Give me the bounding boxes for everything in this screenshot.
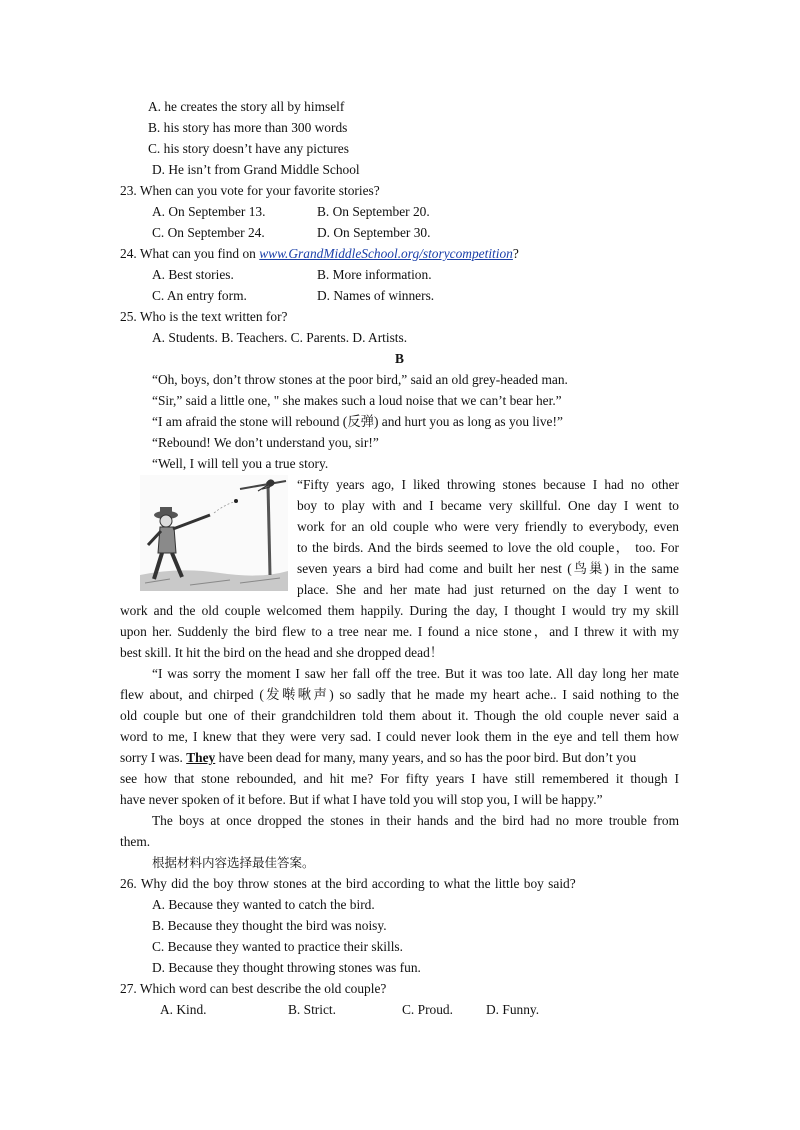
q26-question: 26. Why did the boy throw stones at the bird according to what the little boy said? [120, 876, 576, 891]
story-paragraph-line: work and the old couple welcomed them happily. During the day, I thought I would try my skill [120, 603, 679, 618]
story-paragraph-line: them. [120, 834, 151, 849]
q27-option-b: B. Strict. [288, 1002, 336, 1017]
competition-website-link[interactable]: www.GrandMiddleSchool.org/storycompetition [259, 246, 513, 261]
story-paragraph-line: boy to play with and I became very skillful. One day I went to [297, 498, 679, 513]
q24-option-c: C. An entry form. [152, 288, 247, 303]
q23-option-b: B. On September 20. [317, 204, 430, 219]
q24-option-d: D. Names of winners. [317, 288, 435, 303]
story-paragraph-line: place. She and her mate had just returned on the day I went to [297, 582, 679, 597]
dialogue-line: “Rebound! We don’t understand you, sir!” [152, 435, 379, 450]
q24-question-suffix: ? [512, 246, 519, 261]
q22-option-a: A. he creates the story all by himself [148, 99, 345, 114]
story-paragraph-line [120, 749, 636, 767]
story-paragraph-line: The boys at once dropped the stones in their hands and the bird had no more trouble from [152, 813, 679, 828]
dialogue-line: “I am afraid the stone will rebound (反弹) and hurt you as long as you live!” [152, 414, 563, 429]
story-paragraph-line: word to me, I knew that they were very sad. I could never look them in the eye and tell them how [120, 729, 679, 744]
boy-throwing-stone-illustration [140, 475, 288, 591]
q26-option-d: D. Because they thought throwing stones was fun. [152, 960, 421, 975]
story-paragraph-line: to the birds. And the birds seemed to love the old couple， too. For [297, 540, 679, 555]
q22-option-b: B. his story has more than 300 words [148, 120, 348, 135]
story-paragraph-line: see how that stone rebounded, and hit me? For fifty years I have still remembered it though I [120, 771, 679, 786]
q27-option-c: C. Proud. [402, 1002, 453, 1017]
q24-question [120, 245, 519, 263]
q22-option-c: C. his story doesn’t have any pictures [148, 141, 349, 156]
q27-question: 27. Which word can best describe the old couple? [120, 981, 387, 996]
story-paragraph-line: “Fifty years ago, I liked throwing stones because I had no other [297, 477, 679, 492]
story-paragraph-line: work for an old couple who were very friendly to everybody, even [297, 519, 679, 534]
story-paragraph-line: flew about, and chirped (发啭啾声) so sadly that he made my heart ache.. I said nothing to the [120, 687, 679, 702]
q24-option-a: A. Best stories. [152, 267, 234, 282]
q25-options: A. Students. B. Teachers. C. Parents. D. Artists. [152, 330, 408, 345]
q26-option-b: B. Because they thought the bird was noisy. [152, 918, 387, 933]
q23-option-a: A. On September 13. [152, 204, 266, 219]
q24-option-b: B. More information. [317, 267, 432, 282]
dialogue-line: “Oh, boys, don’t throw stones at the poor bird,” said an old grey-headed man. [152, 372, 568, 387]
q27-option-d: D. Funny. [486, 1002, 540, 1017]
q23-question: 23. When can you vote for your favorite stories? [120, 183, 380, 198]
q26-option-c: C. Because they wanted to practice their skills. [152, 939, 403, 954]
dialogue-line: “Well, I will tell you a true story. [152, 456, 329, 471]
q27-option-a: A. Kind. [160, 1002, 207, 1017]
story-text: sorry I was. [120, 750, 187, 765]
story-paragraph-line: old couple but one of their grandchildren told them about it. Though the old couple never said a [120, 708, 679, 723]
dialogue-line: “Sir,” said a little one, " she makes such a loud noise that we can’t bear her.” [152, 393, 562, 408]
story-paragraph-line: upon her. Suddenly the bird flew to a tree near me. I found a nice stone，and I threw it with my [120, 624, 679, 639]
q26-option-a: A. Because they wanted to catch the bird. [152, 897, 375, 912]
story-paragraph-line: best skill. It hit the bird on the head and she dropped dead！ [120, 645, 444, 660]
story-text: have been dead for many, many years, and so has the poor bird. But don’t you [215, 750, 637, 765]
instruction-text: 根据材料内容选择最佳答案。 [152, 855, 315, 870]
q24-question-prefix: 24. What can you find on [120, 246, 260, 261]
q23-option-c: C. On September 24. [152, 225, 265, 240]
story-paragraph-line: have never spoken of it before. But if what I have told you will stop you, I will be happy.” [120, 792, 603, 807]
section-heading: B [395, 351, 404, 366]
story-paragraph-line: “I was sorry the moment I saw her fall off the tree. But it was too late. All day long her mate [152, 666, 679, 681]
illustration-drawing [140, 475, 288, 591]
underlined-word-they: They [186, 750, 216, 765]
story-paragraph-line: seven years a bird had come and built her nest (鸟巢) in the same [297, 561, 679, 576]
q22-option-d: D. He isn’t from Grand Middle School [152, 162, 360, 177]
q25-question: 25. Who is the text written for? [120, 309, 288, 324]
q23-option-d: D. On September 30. [317, 225, 431, 240]
